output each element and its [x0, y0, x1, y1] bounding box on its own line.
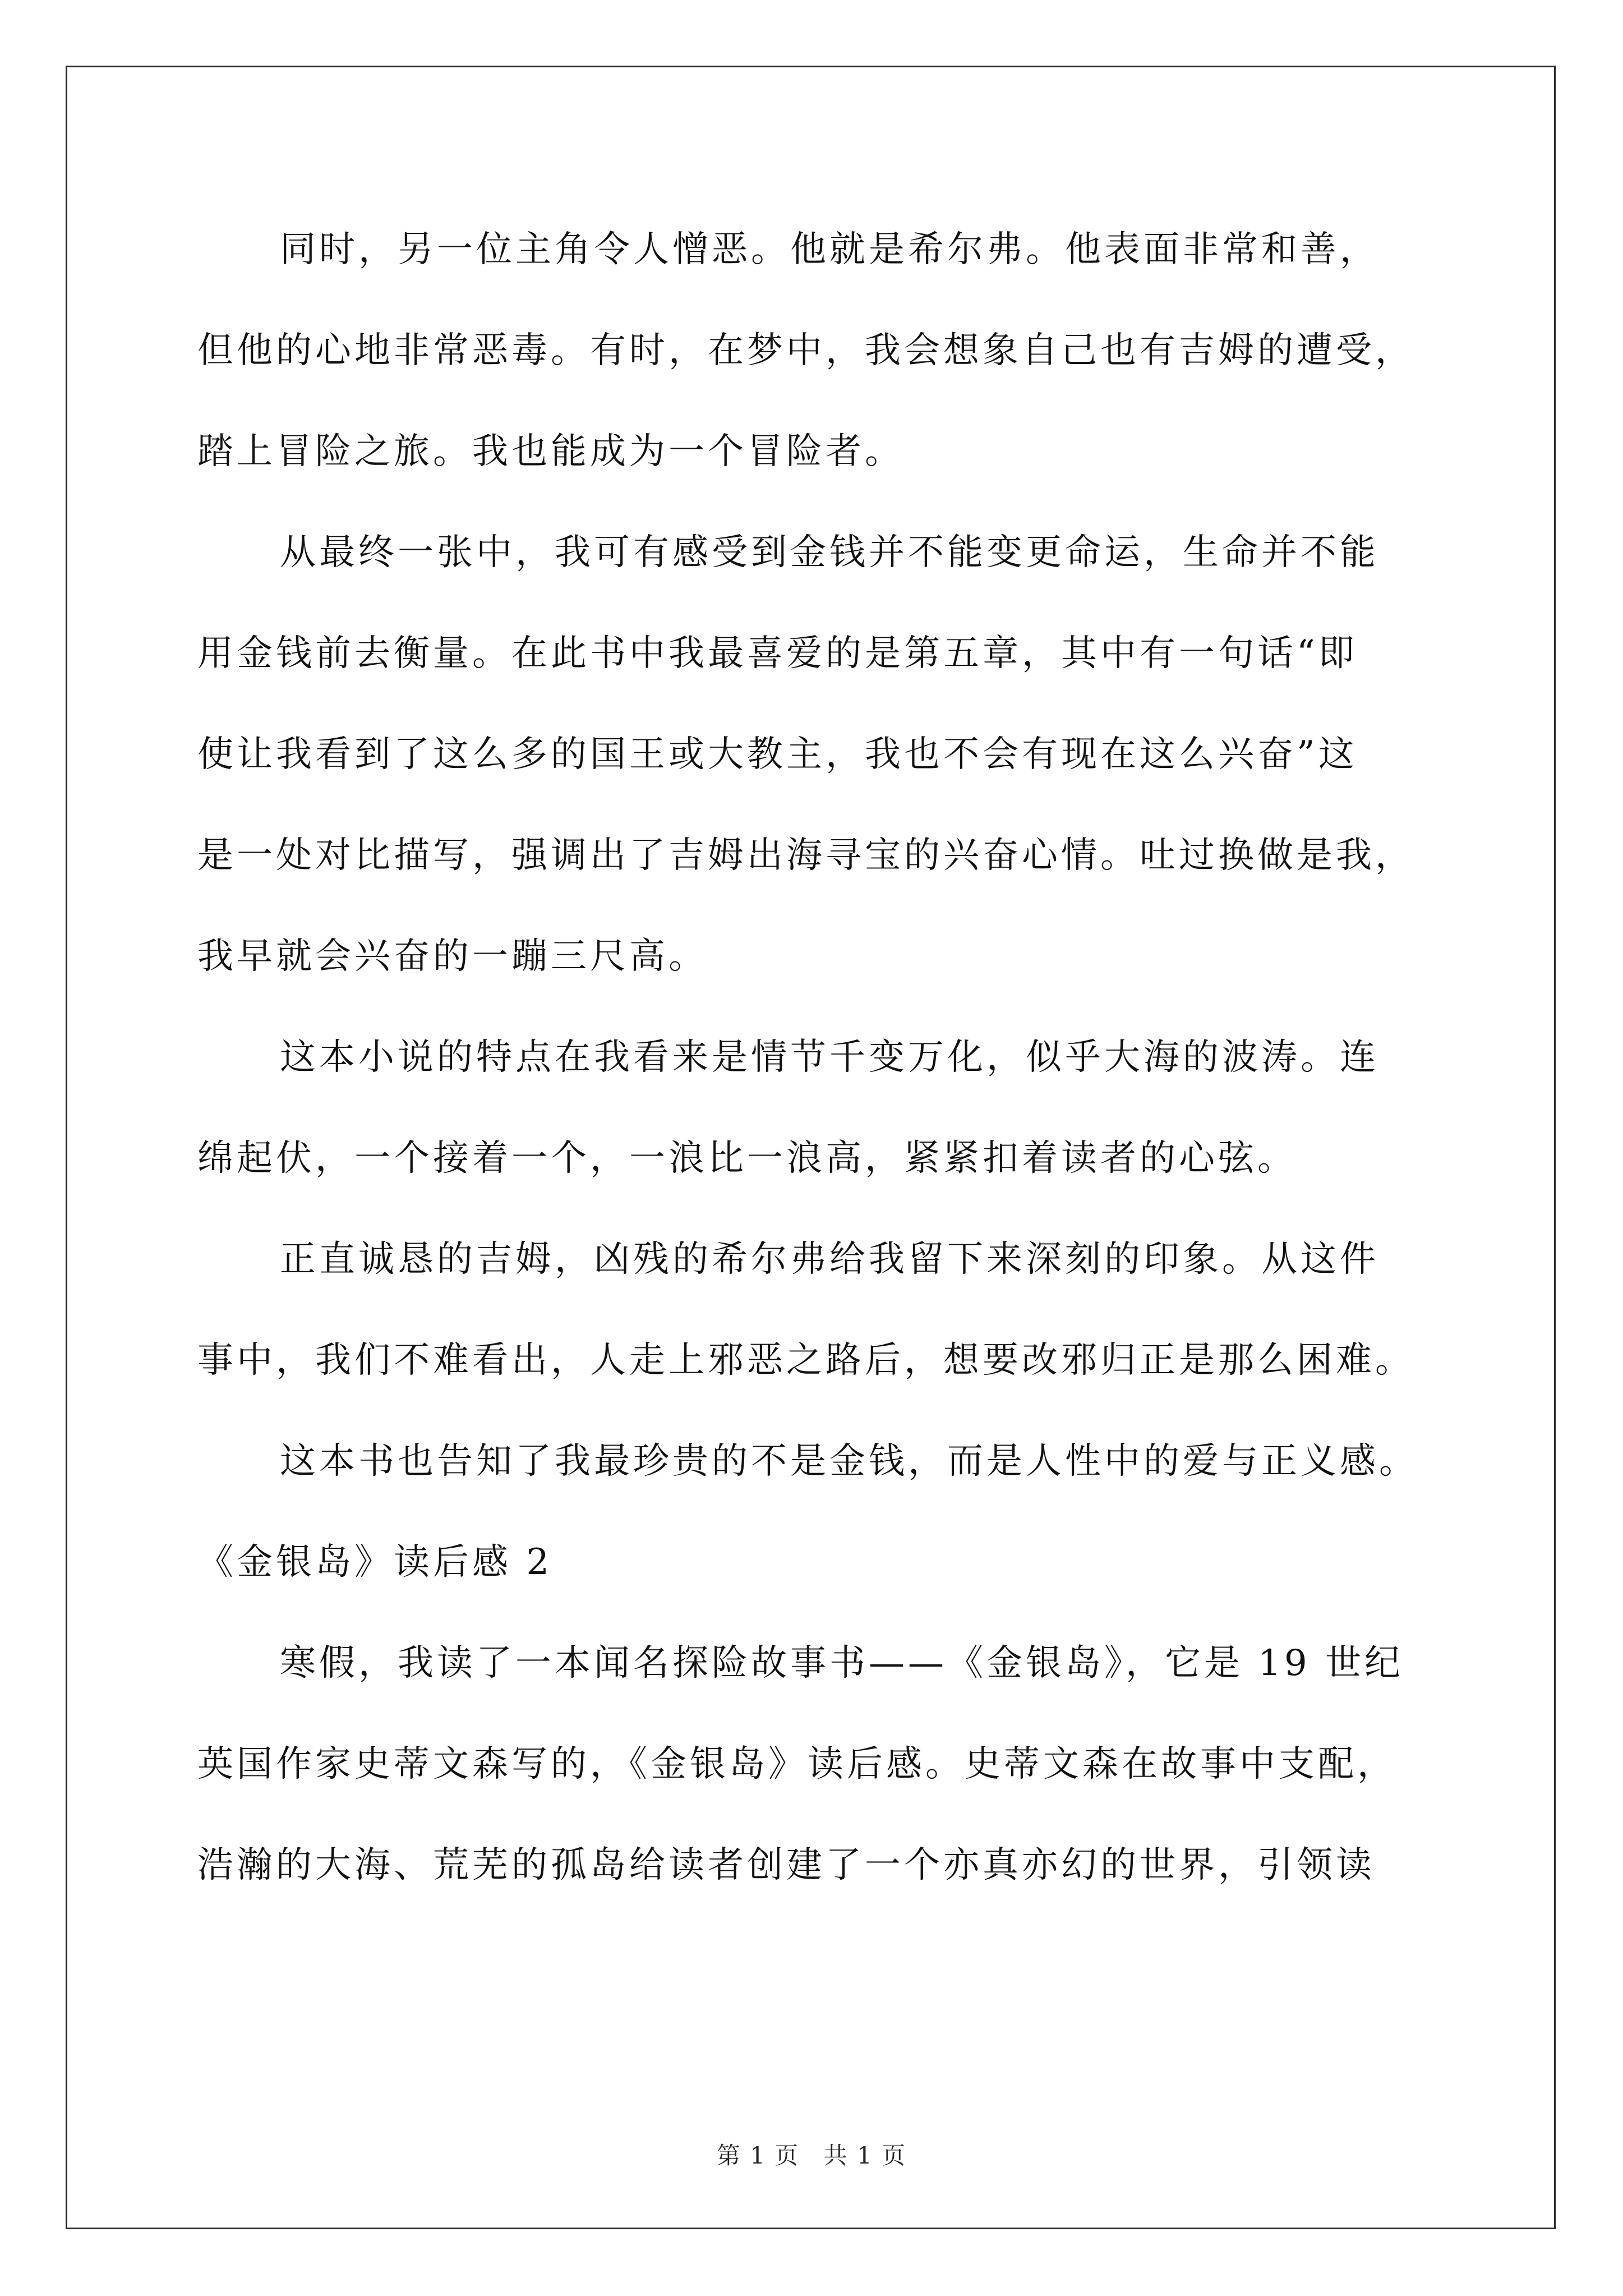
page-total: 共 1 页 — [823, 2142, 907, 2169]
text-line: 同时，另一位主角令人憎恶。他就是希尔弗。他表面非常和善， — [280, 229, 1379, 270]
page-footer — [0, 2137, 1623, 2171]
text-line: 浩瀚的大海、荒芜的孤岛给读者创建了一个亦真亦幻的世界，引领读 — [197, 1844, 1375, 1886]
text-line: 从最终一张中，我可有感受到金钱并不能变更命运，生命并不能 — [280, 532, 1379, 573]
page-number: 第 1 页 — [716, 2142, 800, 2169]
text-line: 用金钱前去衡量。在此书中我最喜爱的是第五章，其中有一句话“即 — [197, 633, 1358, 674]
text-line: 这本小说的特点在我看来是情节千变万化，似乎大海的波涛。连 — [280, 1037, 1379, 1078]
text-line: 是一处对比描写，强调出了吉姆出海寻宝的兴奋心情。吐过换做是我， — [197, 835, 1414, 876]
text-line: 但他的心地非常恶毒。有时，在梦中，我会想象自己也有吉姆的遭受， — [197, 330, 1414, 371]
text-line: 寒假，我读了一本闻名探险故事书——《金银岛》，它是 19 世纪 — [280, 1642, 1404, 1684]
text-line: 正直诚恳的吉姆，凶残的希尔弗给我留下来深刻的印象。从这件 — [280, 1239, 1379, 1280]
text-line: 事中，我们不难看出，人走上邪恶之路后，想要改邪归正是那么困难。 — [197, 1340, 1414, 1381]
section-heading: 《金银岛》读后感 2 — [197, 1542, 553, 1583]
text-line: 这本书也告知了我最珍贵的不是金钱，而是人性中的爱与正义感。 — [280, 1441, 1418, 1482]
text-line: 踏上冒险之旅。我也能成为一个冒险者。 — [197, 431, 904, 472]
text-line: 我早就会兴奋的一蹦三尺高。 — [197, 936, 708, 977]
text-line: 英国作家史蒂文森写的，《金银岛》读后感。史蒂文森在故事中支配， — [197, 1743, 1396, 1785]
text-line: 使让我看到了这么多的国王或大教主，我也不会有现在这么兴奋”这 — [197, 734, 1358, 775]
text-line: 绵起伏，一个接着一个，一浪比一浪高，紧紧扣着读者的心弦。 — [197, 1138, 1297, 1179]
